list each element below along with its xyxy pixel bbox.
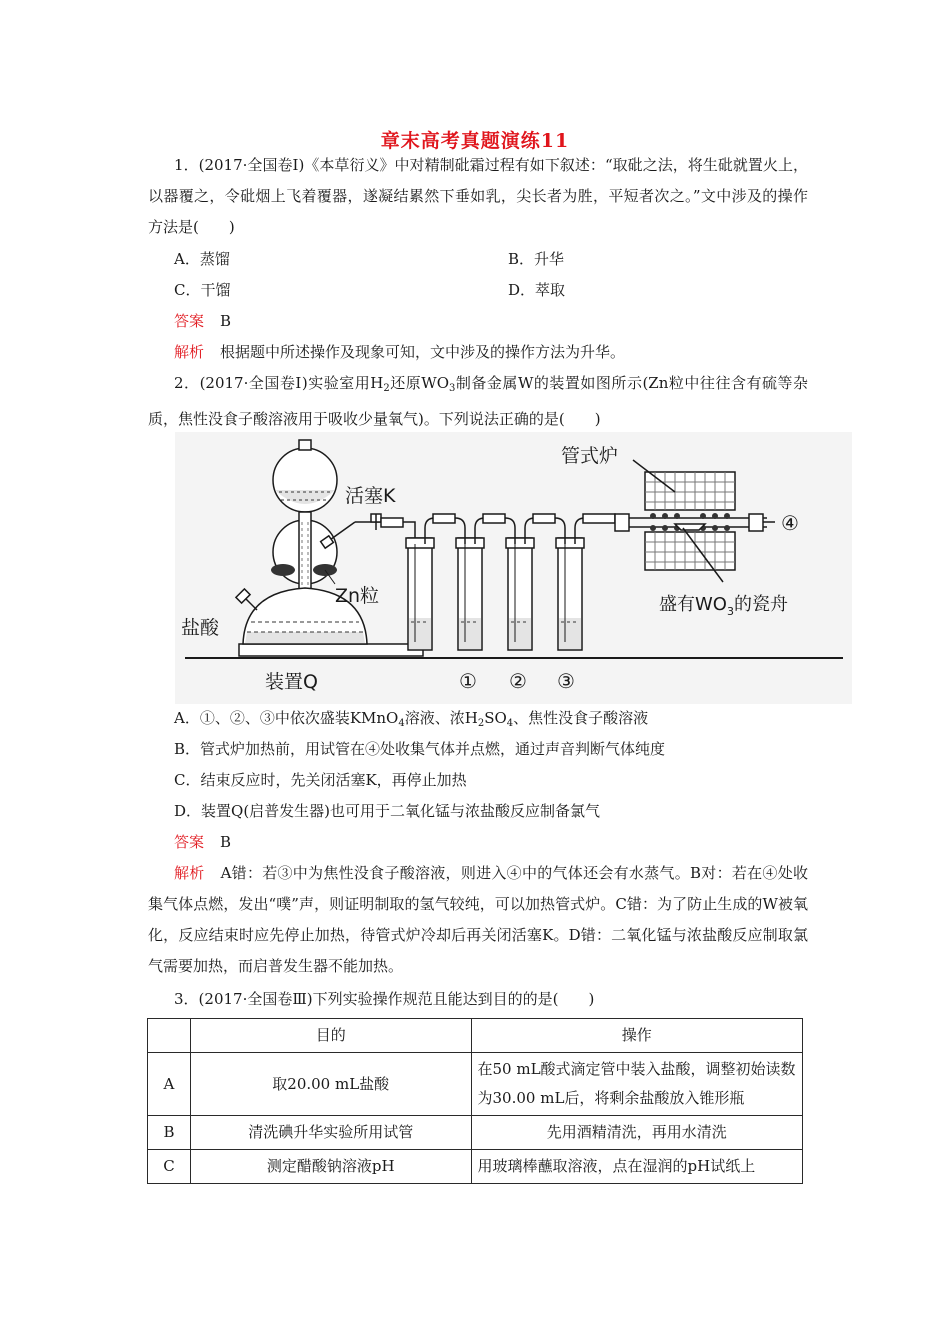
- q3-table: [147, 1018, 803, 1184]
- label-device-q: 装置Q: [265, 671, 318, 693]
- porcelain-boat: [675, 524, 705, 530]
- label-circle-3: ③: [557, 669, 575, 693]
- q2-option-d: D．装置Q(启普发生器)也可用于二氧化锰与浓盐酸反应制备氯气: [174, 802, 601, 820]
- table-cell: 清洗碘升华实验所用试管: [190, 1116, 471, 1150]
- q1-option-d: D．萃取: [508, 281, 566, 299]
- q1-analysis: [174, 341, 625, 363]
- analysis-text: A错：若③中为焦性没食子酸溶液，则进入④中的气体还会有水蒸气。B对：若在④处收集气体点燃，发出“噗”声，则证明制取的氢气较纯，可以加热管式炉。C错：为了防止生成的W被氧化，反应结束时应先停止加热，待管式炉冷却后再关闭活塞K。D错：二氧化锰与浓盐酸反应制取氯气需要加热，而启普发生器不能加热。: [148, 864, 808, 975]
- q2-option-c: C．结束反应时，先关闭活塞K，再停止加热: [174, 771, 467, 789]
- wash-bottle-2: [456, 528, 484, 650]
- q2-stem-part: 制备金属W的装置如图所示(Zn粒中往往含有硫等杂质，焦性没食子酸溶液用于吸收少量氧气)。下列说法正确的是( ): [148, 374, 809, 428]
- analysis-label: 解析: [174, 343, 205, 361]
- table-header-row: [148, 1019, 803, 1053]
- table-cell: B: [148, 1116, 191, 1150]
- q2-answer: [174, 831, 231, 853]
- answer-value: B: [220, 833, 232, 851]
- table-header-cell: 操作: [471, 1019, 802, 1053]
- opt-part: A．①、②、③中依次盛装KMnO: [174, 709, 399, 727]
- wash-bottle-3: [506, 528, 534, 650]
- opt-part: 溶液、浓H: [404, 709, 478, 727]
- label-furnace: 管式炉: [561, 445, 619, 467]
- table-cell: 用玻璃棒蘸取溶液，点在湿润的pH试纸上: [471, 1150, 802, 1184]
- answer-value: B: [220, 312, 232, 330]
- answer-label: 答案: [174, 833, 205, 851]
- analysis-text: 根据题中所述操作及现象可知，文中涉及的操作方法为升华。: [220, 343, 626, 361]
- opt-part: 、焦性没食子酸溶液: [513, 709, 649, 727]
- table-row: [148, 1150, 803, 1184]
- label-circle-2: ②: [509, 669, 527, 693]
- q1-stem: 1．(2017·全国卷Ⅰ)《本草衍义》中对精制砒霜过程有如下叙述：“取砒之法，将生砒就置火上，以器覆之，令砒烟上飞着覆器，遂凝结累然下垂如乳，尖长者为胜，平短者次之。”文中涉及的操作方法是( ): [148, 156, 808, 236]
- table-cell: A: [148, 1053, 191, 1116]
- label-circle-4: ④: [781, 511, 799, 535]
- q2-option-b: B．管式炉加热前，用试管在④处收集气体并点燃，通过声音判断气体纯度: [174, 740, 666, 758]
- q2-analysis: [148, 858, 808, 982]
- wash-bottle-1: [406, 528, 434, 650]
- subscript: 4: [506, 718, 514, 729]
- base-plate: [239, 644, 423, 656]
- q2-option-a: [174, 707, 648, 735]
- q1-option-b: B．升华: [508, 250, 565, 268]
- opt-part: SO: [484, 709, 507, 727]
- q3-stem: 3．(2017·全国卷Ⅲ)下列实验操作规范且能达到目的的是( ): [174, 990, 595, 1008]
- q2-stem: [148, 368, 808, 435]
- label-circle-1: ①: [459, 669, 477, 693]
- table-cell: C: [148, 1150, 191, 1184]
- table-cell: 测定醋酸钠溶液pH: [190, 1150, 471, 1184]
- table-header-cell: 目的: [190, 1019, 471, 1053]
- label-stopcock: 活塞K: [345, 485, 396, 507]
- wash-bottle-4: [556, 528, 584, 650]
- answer-label: 答案: [174, 312, 205, 330]
- label-hcl: 盐酸: [181, 617, 220, 639]
- subscript: 2: [383, 383, 390, 394]
- table-header-cell: [148, 1019, 191, 1053]
- label-boat: 盛有$WO_3$的瓷舟: [659, 594, 788, 618]
- table-cell: 在50 mL酸式滴定管中装入盐酸，调整初始读数为30.00 mL后，将剩余盐酸放入锥形瓶: [471, 1053, 802, 1116]
- q2-stem-part: 2．(2017·全国卷Ⅰ)实验室用H: [174, 374, 384, 392]
- q1-option-a: A．蒸馏: [174, 250, 230, 268]
- subscript: 2: [477, 718, 485, 729]
- table-row: [148, 1116, 803, 1150]
- table-cell: 先用酒精清洗，再用水清洗: [471, 1116, 802, 1150]
- table-cell: 取20.00 mL盐酸: [190, 1053, 471, 1116]
- analysis-label: 解析: [174, 864, 205, 882]
- label-zn: Zn粒: [335, 585, 380, 607]
- subscript: 4: [398, 718, 405, 729]
- q2-stem-part: 还原WO: [389, 374, 449, 392]
- q1-answer: [174, 310, 231, 332]
- page-title: 章末高考真题演练11: [380, 130, 570, 152]
- q1-option-c: C．干馏: [174, 281, 231, 299]
- table-row: [148, 1053, 803, 1116]
- zn-granules-left: [271, 564, 295, 576]
- subscript: 3: [449, 383, 456, 394]
- apparatus-figure: [175, 432, 852, 704]
